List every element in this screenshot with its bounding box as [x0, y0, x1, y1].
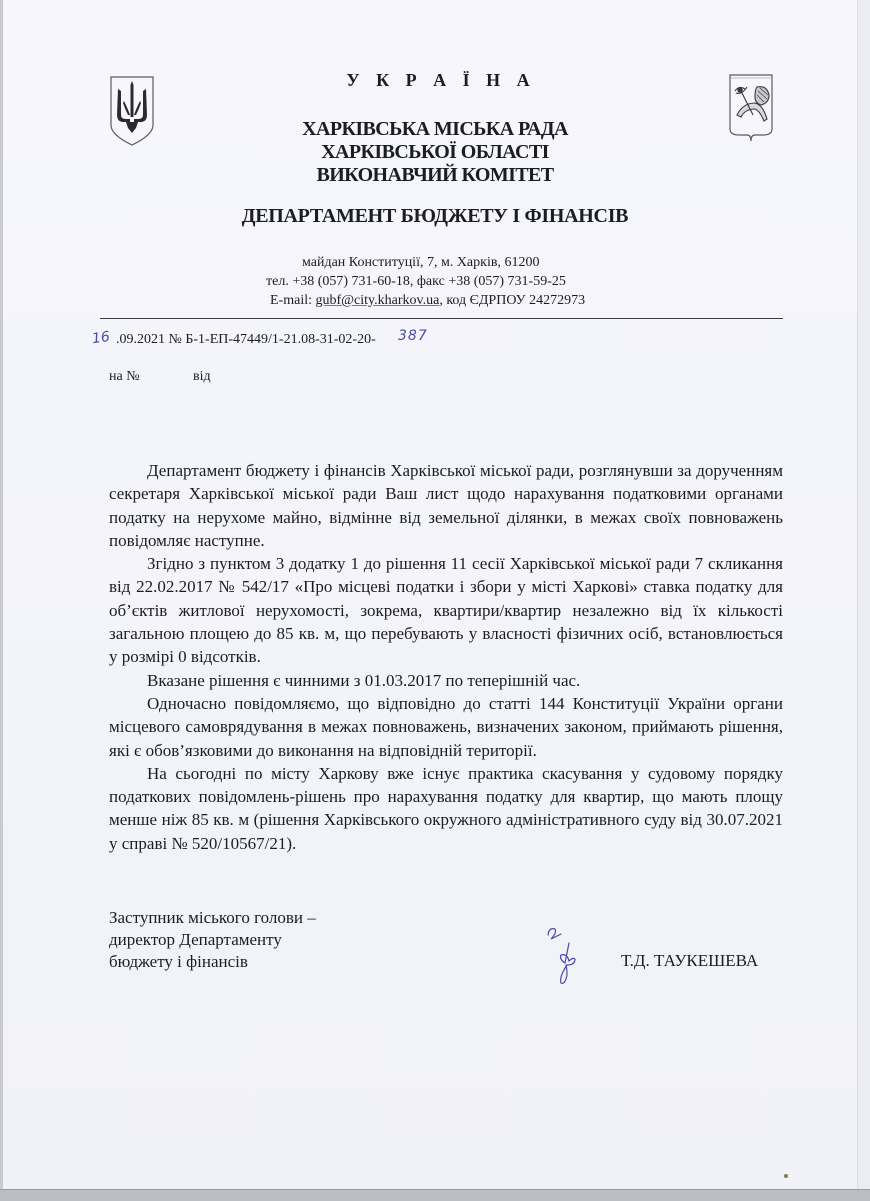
phone-fax-line: тел. +38 (057) 731-60-18, факс +38 (057) 731-59-25 [266, 274, 566, 289]
signatory-title [109, 907, 316, 973]
body-paragraph: Департамент бюджету і фінансів Харківської міської ради, розглянувши за дорученням секретаря Харківської міської ради Ваш лист щодо нарахування податковими органами податку на нерухоме майно, відмінне від земельної ділянки, в межах своїх повноважень повідомляє наступне. [109, 461, 783, 550]
handwritten-signature-icon [545, 925, 595, 987]
signatory-title-line: Заступник міського голови – [109, 908, 316, 927]
body-paragraph: На сьогодні по місту Харкову вже існує практика скасування у судовому порядку податкових повідомлень-рішень про нарахування податку для квартир, що мають площу менше ніж 85 кв. м (рішення Харківського окружного адміністративного суду від 30.07.2021 у справі № 520/10567/21). [109, 763, 783, 853]
country-title: У К Р А Ї Н А [346, 70, 536, 90]
signatory-title-line: директор Департаменту [109, 930, 282, 949]
email-link[interactable]: gubf@city.kharkov.ua [315, 293, 440, 308]
council-line: ХАРКІВСЬКОЇ ОБЛАСТІ [321, 141, 549, 163]
reply-from-label: від [193, 369, 211, 384]
contact-block [266, 253, 636, 310]
address-line: майдан Конституції, 7, м. Харків, 61200 [302, 255, 540, 270]
department-title: ДЕПАРТАМЕНТ БЮДЖЕТУ І ФІНАНСІВ [241, 205, 629, 227]
council-line: ХАРКІВСЬКА МІСЬКА РАДА [302, 118, 568, 140]
body-paragraph: Згідно з пунктом 3 додатку 1 до рішення 11 сесії Харківської міської ради 7 скликання від 22.02.2017 № 542/17 «Про місцеві податки і збори у місті Харкові» ставка податку для об’єктів житлової нерухомості, зокрема, квартири/квартир незалежно від їх кількості загальною площею до 85 кв. м, що перебувають у власності фізичних осіб, встановлюється у розмірі 0 відсотків. [109, 554, 783, 667]
handwritten-number-suffix: 387 [398, 328, 428, 344]
header-divider [100, 318, 783, 319]
signatory-name: Т.Д. ТАУКЕШЕВА [621, 951, 759, 970]
outgoing-registration-number: .09.2021 № Б-1-ЕП-47449/1-21.08-31-02-20- [116, 332, 376, 347]
council-line: ВИКОНАВЧИЙ КОМІТЕТ [316, 164, 554, 186]
handwritten-day: 16 [90, 328, 111, 348]
scan-edge-bottom [0, 1189, 870, 1201]
council-title [0, 118, 870, 187]
signatory-title-line: бюджету і фінансів [109, 952, 248, 971]
email-line [266, 291, 636, 310]
scan-speck [784, 1174, 788, 1178]
body-paragraph: Вказане рішення є чинними з 01.03.2017 по теперішній час. [147, 670, 581, 690]
edrpou-code: , код ЄДРПОУ 24272973 [439, 293, 586, 308]
email-label: E-mail: [270, 293, 316, 308]
letter-body [109, 459, 783, 855]
reply-to-number-label: на № [109, 369, 140, 384]
body-paragraph: Одночасно повідомляємо, що відповідно до статті 144 Конституції України органи місцевого самоврядування в межах повноважень, визначених законом, приймають рішення, які є обов’язковими до виконання на відповідній території. [109, 693, 783, 760]
